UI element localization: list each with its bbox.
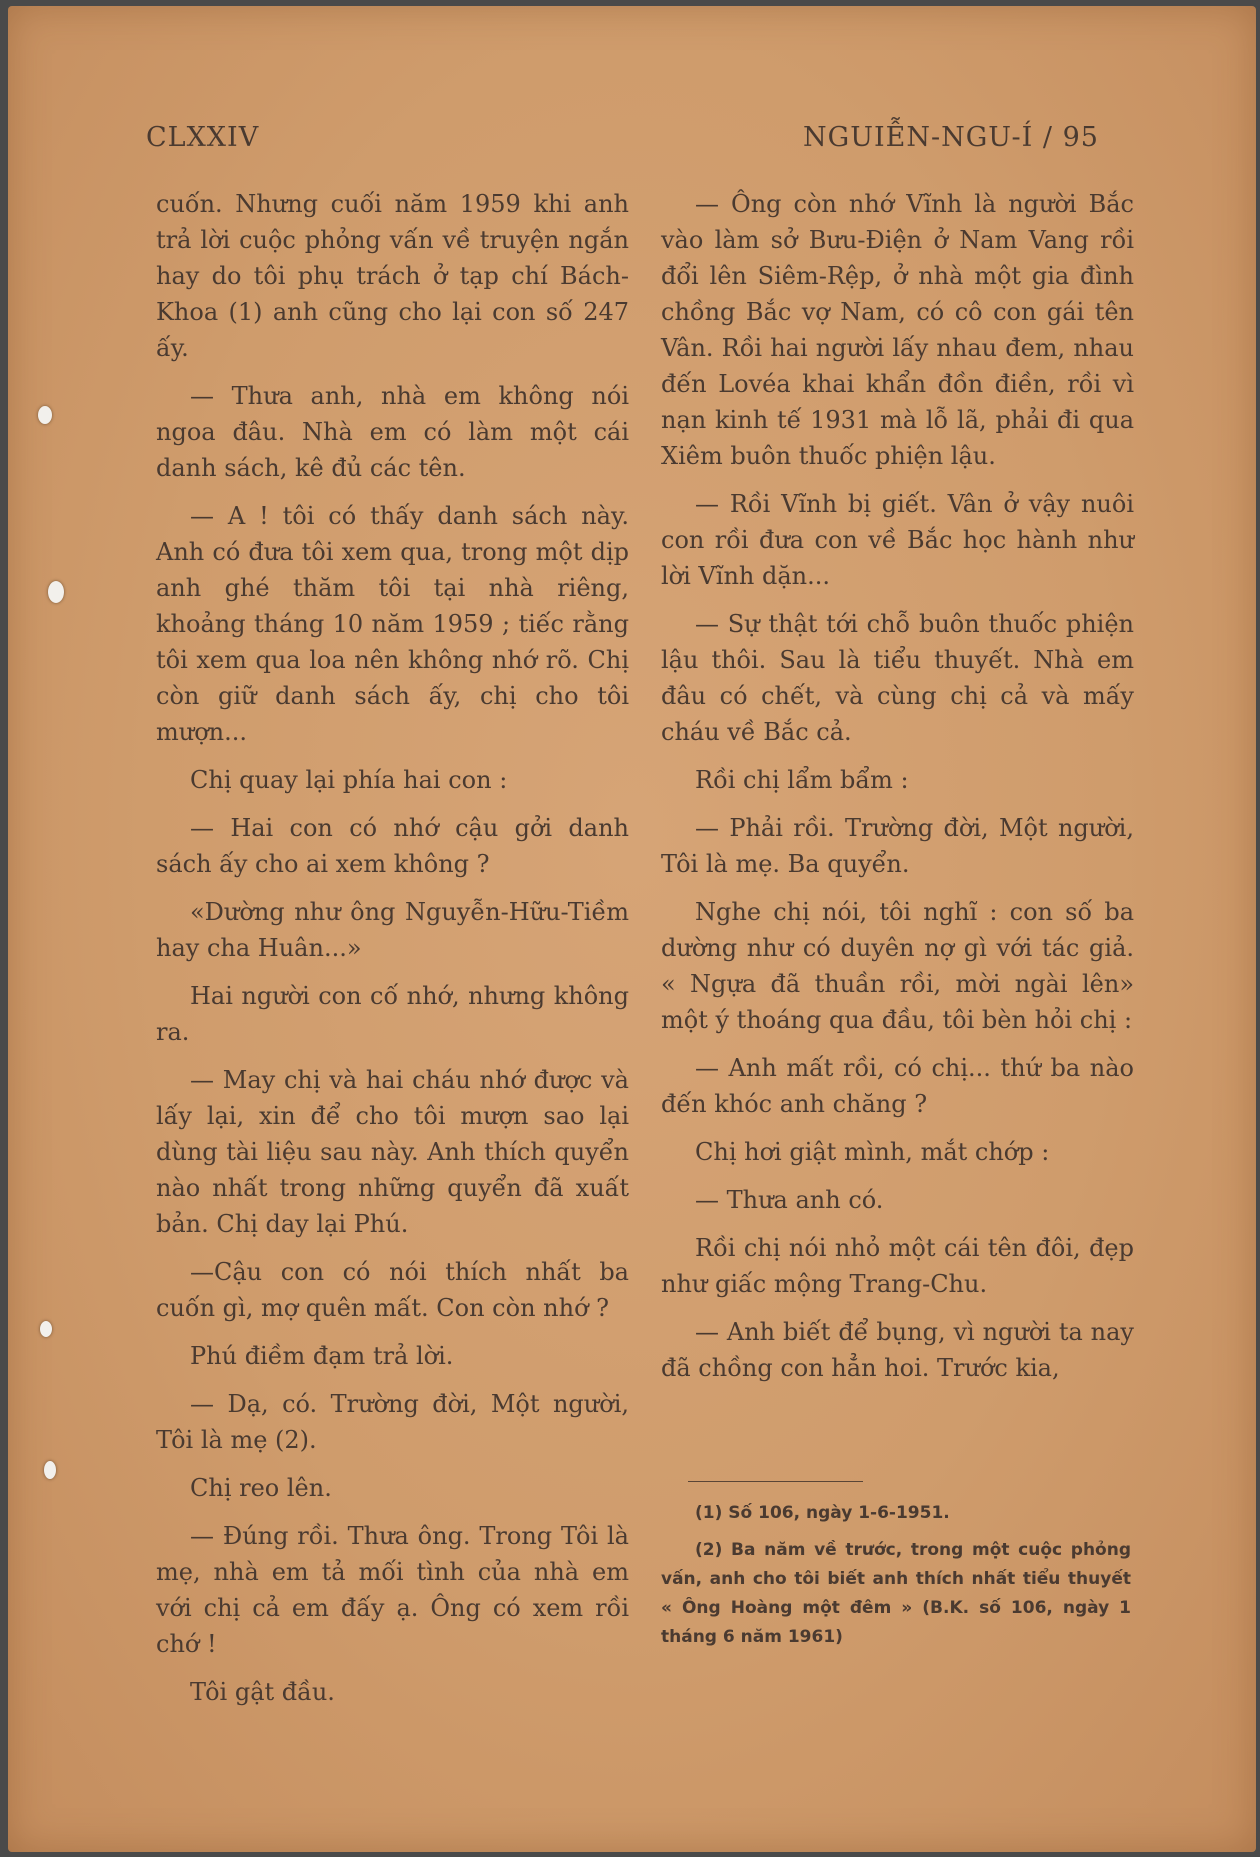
- paragraph: — Phải rồi. Trường đời, Một người, Tôi là mẹ. Ba quyển.: [661, 814, 1134, 878]
- footnote-divider: [688, 1481, 863, 1482]
- paragraph: — Anh biết để bụng, vì người ta nay đã chồng con hẳn hoi. Trước kia,: [661, 1318, 1134, 1382]
- footnote: (1) Số 106, ngày 1-6-1951.: [695, 1503, 950, 1523]
- paragraph: Rồi chị nói nhỏ một cái tên đôi, đẹp như giấc mộng Trang-Chu.: [661, 1234, 1134, 1298]
- paragraph: — Thưa anh, nhà em không nói ngoa đâu. Nhà em có làm một cái danh sách, kê đủ các tên.: [156, 382, 629, 482]
- paragraph: Chị quay lại phía hai con :: [190, 766, 508, 794]
- paragraph: Rồi chị lẩm bẩm :: [695, 766, 909, 794]
- left-column: [156, 186, 629, 1722]
- paragraph: — A ! tôi có thấy danh sách này. Anh có đưa tôi xem qua, trong một dịp anh ghé thăm tôi tại nhà riêng, khoảng tháng 10 năm 1959 ; tiếc rằng tôi xem qua loa nên không nhớ rõ. Chị còn giữ danh sách ấy, chị cho tôi mượn...: [156, 502, 629, 746]
- book-page: [8, 6, 1256, 1852]
- paragraph: — Hai con có nhớ cậu gởi danh sách ấy cho ai xem không ?: [156, 814, 629, 878]
- paragraph: «Dường như ông Nguyễn-Hữu-Tiềm hay cha Huân...»: [156, 898, 629, 962]
- paragraph: Tôi gật đầu.: [190, 1678, 335, 1706]
- page-header-right: NGUIỄN-NGU-Í / 95: [803, 122, 1099, 153]
- footnote: (2) Ba năm về trước, trong một cuộc phỏng vấn, anh cho tôi biết anh thích nhất tiểu thuyết « Ông Hoàng một đêm » (B.K. số 106, ngày 1 tháng 6 năm 1961): [661, 1540, 1131, 1647]
- paragraph: —Cậu con có nói thích nhất ba cuốn gì, mợ quên mất. Con còn nhớ ?: [156, 1258, 629, 1322]
- right-column: [661, 186, 1134, 1398]
- page-header-left: CLXXIV: [146, 122, 260, 153]
- binding-hole: [44, 1461, 56, 1479]
- paragraph: — Ông còn nhớ Vĩnh là người Bắc vào làm sở Bưu-Điện ở Nam Vang rồi đổi lên Siêm-Rệp, ở nhà một gia đình chồng Bắc vợ Nam, có cô con gái tên Vân. Rồi hai người lấy nhau đem, nhau đến Lovéa khai khẩn đồn điền, rồi vì nạn kinh tế 1931 mà lỗ lã, phải đi qua Xiêm buôn thuốc phiện lậu.: [661, 190, 1134, 470]
- paragraph: Chị hơi giật mình, mắt chớp :: [695, 1138, 1050, 1166]
- paragraph: Hai người con cố nhớ, nhưng không ra.: [156, 982, 629, 1046]
- paragraph: — Rồi Vĩnh bị giết. Vân ở vậy nuôi con rồi đưa con về Bắc học hành như lời Vĩnh dặn...: [661, 490, 1134, 590]
- paragraph: Phú điềm đạm trả lời.: [190, 1342, 454, 1370]
- paragraph: — Anh mất rồi, có chị... thứ ba nào đến khóc anh chăng ?: [661, 1054, 1134, 1118]
- paragraph: Nghe chị nói, tôi nghĩ : con số ba dường như có duyên nợ gì với tác giả. « Ngựa đã thuần rồi, mời ngài lên» một ý thoáng qua đầu, tôi bèn hỏi chị :: [661, 898, 1134, 1034]
- binding-hole: [40, 1321, 52, 1337]
- paragraph: — Dạ, có. Trường đời, Một người, Tôi là mẹ (2).: [156, 1390, 629, 1454]
- paragraph: — Sự thật tới chỗ buôn thuốc phiện lậu thôi. Sau là tiểu thuyết. Nhà em đâu có chết, và cùng chị cả và mấy cháu về Bắc cả.: [661, 610, 1134, 746]
- paragraph: — Đúng rồi. Thưa ông. Trong Tôi là mẹ, nhà em tả mối tình của nhà em với chị cả em đấy ạ. Ông có xem rồi chớ !: [156, 1522, 629, 1658]
- paragraph: — Thưa anh có.: [695, 1186, 884, 1214]
- footnotes: [661, 1499, 1131, 1660]
- paragraph: — May chị và hai cháu nhớ được và lấy lại, xin để cho tôi mượn sao lại dùng tài liệu sau này. Anh thích quyển nào nhất trong những quyển đã xuất bản. Chị day lại Phú.: [156, 1066, 629, 1238]
- binding-hole: [38, 406, 52, 424]
- binding-hole: [48, 581, 64, 603]
- paragraph: cuốn. Nhưng cuối năm 1959 khi anh trả lời cuộc phỏng vấn về truyện ngắn hay do tôi phụ trách ở tạp chí Bách-Khoa (1) anh cũng cho lại con số 247 ấy.: [156, 190, 629, 362]
- paragraph: Chị reo lên.: [190, 1474, 332, 1502]
